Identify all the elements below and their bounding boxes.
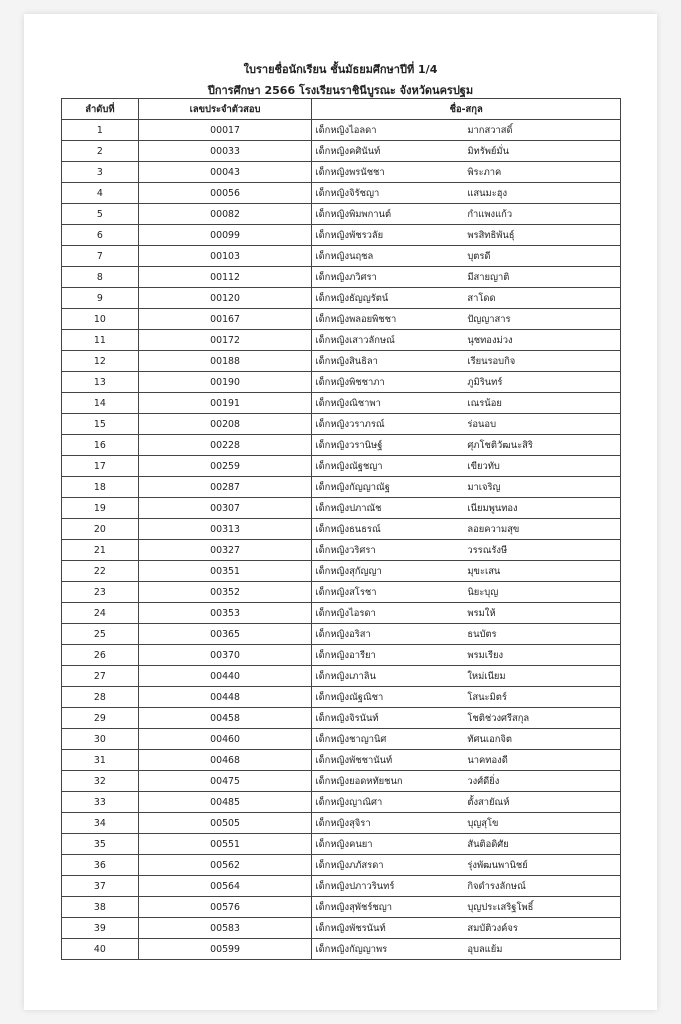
last-name: มาเจริญ: [467, 481, 501, 493]
first-name: เด็กหญิงภภัสรดา: [315, 859, 384, 871]
row-number: 3: [62, 162, 139, 183]
student-name: [312, 561, 621, 582]
exam-id: 00599: [138, 939, 312, 960]
student-name: [312, 687, 621, 708]
last-name: กำแพงแก้ว: [467, 208, 513, 220]
student-name: [312, 351, 621, 372]
row-number: 24: [62, 603, 139, 624]
last-name: บุญสุโข: [467, 817, 499, 829]
row-number: 13: [62, 372, 139, 393]
table-row: [62, 162, 621, 183]
student-name: [312, 246, 621, 267]
student-name: [312, 876, 621, 897]
last-name: บุญประเสริฐโพธิ์: [467, 901, 534, 913]
table-row: [62, 540, 621, 561]
table-row: [62, 309, 621, 330]
row-number: 21: [62, 540, 139, 561]
last-name: นาคทองดี: [467, 754, 508, 766]
last-name: เณรน้อย: [467, 397, 502, 409]
exam-id: 00551: [138, 834, 312, 855]
student-name: [312, 435, 621, 456]
row-number: 30: [62, 729, 139, 750]
first-name: เด็กหญิงปภาณัช: [315, 502, 382, 514]
exam-id: 00505: [138, 813, 312, 834]
first-name: เด็กหญิงเภาลิน: [315, 670, 376, 682]
last-name: โชติช่วงศรีสกุล: [467, 712, 530, 724]
last-name: นิยะบุญ: [467, 586, 499, 598]
first-name: เด็กหญิงวริศรา: [315, 544, 376, 556]
exam-id: 00191: [138, 393, 312, 414]
student-name: [312, 309, 621, 330]
header-exam-id: เลขประจำตัวสอบ: [138, 99, 312, 120]
student-name: [312, 477, 621, 498]
exam-id: 00583: [138, 918, 312, 939]
last-name: ศุภโชติวัฒนะสิริ: [467, 439, 533, 451]
row-number: 39: [62, 918, 139, 939]
student-name: [312, 393, 621, 414]
exam-id: 00056: [138, 183, 312, 204]
last-name: แสนมะฮุง: [467, 187, 508, 199]
row-number: 22: [62, 561, 139, 582]
table-row: [62, 666, 621, 687]
table-row: [62, 939, 621, 960]
student-name: [312, 330, 621, 351]
table-row: [62, 288, 621, 309]
exam-id: 00313: [138, 519, 312, 540]
last-name: ภูมิรินทร์: [467, 376, 503, 388]
row-number: 17: [62, 456, 139, 477]
student-name: [312, 519, 621, 540]
first-name: เด็กหญิงสุจิรา: [315, 817, 371, 829]
row-number: 26: [62, 645, 139, 666]
table-row: [62, 771, 621, 792]
table-row: [62, 498, 621, 519]
table-row: [62, 141, 621, 162]
last-name: พิระภาค: [467, 166, 502, 178]
first-name: เด็กหญิงคศินันท์: [315, 145, 381, 157]
row-number: 25: [62, 624, 139, 645]
last-name: สมบัติวงค์จร: [467, 922, 518, 934]
table-row: [62, 687, 621, 708]
student-name: [312, 162, 621, 183]
row-number: 37: [62, 876, 139, 897]
first-name: เด็กหญิงเสาวลักษณ์: [315, 334, 395, 346]
row-number: 36: [62, 855, 139, 876]
first-name: เด็กหญิงวรานิษฐ์: [315, 439, 383, 451]
row-number: 35: [62, 834, 139, 855]
row-number: 31: [62, 750, 139, 771]
exam-id: 00033: [138, 141, 312, 162]
last-name: พรสิทธิพันธุ์: [467, 229, 515, 241]
table-row: [62, 120, 621, 141]
row-number: 27: [62, 666, 139, 687]
student-name: [312, 897, 621, 918]
exam-id: 00353: [138, 603, 312, 624]
table-row: [62, 246, 621, 267]
table-row: [62, 393, 621, 414]
document-page: [24, 14, 657, 1010]
table-row: [62, 792, 621, 813]
first-name: เด็กหญิงกัญญาณัฐ: [315, 481, 390, 493]
table-row: [62, 729, 621, 750]
student-name: [312, 372, 621, 393]
first-name: เด็กหญิงพิมพกานต์: [315, 208, 392, 220]
row-number: 11: [62, 330, 139, 351]
first-name: เด็กหญิงสโรชา: [315, 586, 377, 598]
row-number: 9: [62, 288, 139, 309]
exam-id: 00082: [138, 204, 312, 225]
student-name: [312, 204, 621, 225]
student-name: [312, 498, 621, 519]
first-name: เด็กหญิงสุกัญญา: [315, 565, 382, 577]
table-row: [62, 918, 621, 939]
header-no: ลำดับที่: [62, 99, 139, 120]
first-name: เด็กหญิงไอลดา: [315, 124, 377, 136]
table-row: [62, 183, 621, 204]
row-number: 2: [62, 141, 139, 162]
last-name: พรมให้: [467, 607, 496, 619]
row-number: 18: [62, 477, 139, 498]
exam-id: 00352: [138, 582, 312, 603]
last-name: พรมเรียง: [467, 649, 504, 661]
row-number: 32: [62, 771, 139, 792]
student-name: [312, 750, 621, 771]
first-name: เด็กหญิงธัญญรัตน์: [315, 292, 389, 304]
table-row: [62, 519, 621, 540]
exam-id: 00287: [138, 477, 312, 498]
first-name: เด็กหญิงจิรัชญา: [315, 187, 380, 199]
student-name: [312, 603, 621, 624]
row-number: 20: [62, 519, 139, 540]
exam-id: 00112: [138, 267, 312, 288]
exam-id: 00188: [138, 351, 312, 372]
last-name: วรรณรังษี: [467, 544, 508, 556]
student-name: [312, 414, 621, 435]
first-name: เด็กหญิงภวิศรา: [315, 271, 377, 283]
table-row: [62, 330, 621, 351]
table-row: [62, 834, 621, 855]
header-name: ชื่อ-สกุล: [312, 99, 621, 120]
student-name: [312, 141, 621, 162]
row-number: 16: [62, 435, 139, 456]
student-name: [312, 834, 621, 855]
exam-id: 00099: [138, 225, 312, 246]
first-name: เด็กหญิงวราภรณ์: [315, 418, 385, 430]
last-name: อุบลแย้ม: [467, 943, 503, 955]
exam-id: 00475: [138, 771, 312, 792]
exam-id: 00460: [138, 729, 312, 750]
exam-id: 00351: [138, 561, 312, 582]
exam-id: 00259: [138, 456, 312, 477]
first-name: เด็กหญิงจิรนันท์: [315, 712, 379, 724]
table-row: [62, 645, 621, 666]
table-row: [62, 456, 621, 477]
last-name: นุชทองม่วง: [467, 334, 513, 346]
student-name: [312, 729, 621, 750]
table-row: [62, 750, 621, 771]
exam-id: 00468: [138, 750, 312, 771]
student-name: [312, 624, 621, 645]
student-name: [312, 582, 621, 603]
table-row: [62, 477, 621, 498]
table-row: [62, 561, 621, 582]
row-number: 38: [62, 897, 139, 918]
student-name: [312, 183, 621, 204]
last-name: มิทรัพย์มั่น: [467, 145, 510, 157]
last-name: มุขะเสน: [467, 565, 501, 577]
row-number: 23: [62, 582, 139, 603]
first-name: เด็กหญิงพัชรนันท์: [315, 922, 386, 934]
row-number: 4: [62, 183, 139, 204]
row-number: 6: [62, 225, 139, 246]
exam-id: 00167: [138, 309, 312, 330]
row-number: 12: [62, 351, 139, 372]
exam-id: 00307: [138, 498, 312, 519]
last-name: วงศ์ดียิ่ง: [467, 775, 500, 787]
student-name: [312, 939, 621, 960]
student-name: [312, 792, 621, 813]
student-name: [312, 225, 621, 246]
first-name: เด็กหญิงคนยา: [315, 838, 373, 850]
table-row: [62, 267, 621, 288]
first-name: เด็กหญิงยอดหทัยชนก: [315, 775, 403, 787]
first-name: เด็กหญิงอริสา: [315, 628, 371, 640]
last-name: มีสายญาติ: [467, 271, 510, 283]
row-number: 40: [62, 939, 139, 960]
last-name: สาโดด: [467, 292, 496, 304]
student-name: [312, 666, 621, 687]
first-name: เด็กหญิงสินธิลา: [315, 355, 378, 367]
last-name: กิจดำรงลักษณ์: [467, 880, 526, 892]
last-name: ปัญญาสาร: [467, 313, 511, 325]
row-number: 29: [62, 708, 139, 729]
first-name: เด็กหญิงณัฐณิชา: [315, 691, 384, 703]
last-name: ใหม่เนียม: [467, 670, 506, 682]
row-number: 15: [62, 414, 139, 435]
table-row: [62, 225, 621, 246]
document-subtitle: ปีการศึกษา 2566 โรงเรียนราชินีบูรณะ จังหวัดนครปฐม: [207, 84, 474, 97]
first-name: เด็กหญิงณิชาพา: [315, 397, 381, 409]
table-row: [62, 204, 621, 225]
table-row: [62, 582, 621, 603]
student-name: [312, 855, 621, 876]
student-name: [312, 267, 621, 288]
row-number: 33: [62, 792, 139, 813]
last-name: เนียมพูนทอง: [467, 502, 518, 514]
exam-id: 00576: [138, 897, 312, 918]
table-row: [62, 603, 621, 624]
last-name: ตั้งสายัณห์: [467, 796, 510, 808]
exam-id: 00103: [138, 246, 312, 267]
row-number: 34: [62, 813, 139, 834]
exam-id: 00448: [138, 687, 312, 708]
exam-id: 00327: [138, 540, 312, 561]
first-name: เด็กหญิงญาณิศา: [315, 796, 383, 808]
exam-id: 00485: [138, 792, 312, 813]
exam-id: 00440: [138, 666, 312, 687]
row-number: 8: [62, 267, 139, 288]
first-name: เด็กหญิงนฤชล: [315, 250, 374, 262]
table-row: [62, 624, 621, 645]
exam-id: 00208: [138, 414, 312, 435]
last-name: เขียวทับ: [467, 460, 500, 472]
exam-id: 00458: [138, 708, 312, 729]
last-name: บุตรดี: [467, 250, 491, 262]
student-name: [312, 708, 621, 729]
table-row: [62, 813, 621, 834]
exam-id: 00370: [138, 645, 312, 666]
row-number: 10: [62, 309, 139, 330]
row-number: 19: [62, 498, 139, 519]
exam-id: 00120: [138, 288, 312, 309]
student-name: [312, 771, 621, 792]
student-name: [312, 456, 621, 477]
student-name: [312, 645, 621, 666]
student-name: [312, 918, 621, 939]
first-name: เด็กหญิงพิชชาภา: [315, 376, 385, 388]
table-row: [62, 876, 621, 897]
last-name: โสนะมิตร์: [467, 691, 507, 703]
first-name: เด็กหญิงพัชรวลัย: [315, 229, 384, 241]
student-name: [312, 288, 621, 309]
exam-id: 00190: [138, 372, 312, 393]
table-row: [62, 435, 621, 456]
first-name: เด็กหญิงปภาวรินทร์: [315, 880, 395, 892]
row-number: 1: [62, 120, 139, 141]
first-name: เด็กหญิงชาญานิศ: [315, 733, 387, 745]
first-name: เด็กหญิงณัฐชญา: [315, 460, 383, 472]
first-name: เด็กหญิงพัชชานันท์: [315, 754, 393, 766]
row-number: 28: [62, 687, 139, 708]
table-row: [62, 372, 621, 393]
first-name: เด็กหญิงสุพัชร์ชญา: [315, 901, 392, 913]
table-row: [62, 414, 621, 435]
row-number: 7: [62, 246, 139, 267]
exam-id: 00017: [138, 120, 312, 141]
last-name: เรียนรอบกิจ: [467, 355, 516, 367]
table-row: [62, 855, 621, 876]
row-number: 14: [62, 393, 139, 414]
row-number: 5: [62, 204, 139, 225]
last-name: มากสวาสดิ์: [467, 124, 513, 136]
first-name: เด็กหญิงอารียา: [315, 649, 376, 661]
document-title: ใบรายชื่อนักเรียน ชั้นมัธยมศึกษาปีที่ 1/4: [243, 63, 438, 76]
exam-id: 00564: [138, 876, 312, 897]
exam-id: 00043: [138, 162, 312, 183]
student-table: [61, 98, 621, 960]
first-name: เด็กหญิงไอรดา: [315, 607, 376, 619]
student-name: [312, 120, 621, 141]
table-header-row: [62, 99, 621, 120]
last-name: สันติอดิศัย: [467, 838, 509, 850]
last-name: ธนบัตร: [467, 628, 497, 640]
exam-id: 00172: [138, 330, 312, 351]
first-name: เด็กหญิงพรนัชชา: [315, 166, 385, 178]
last-name: รุ่งพัฒนพานิชย์: [467, 859, 528, 871]
student-name: [312, 540, 621, 561]
student-name: [312, 813, 621, 834]
table-row: [62, 897, 621, 918]
exam-id: 00365: [138, 624, 312, 645]
table-row: [62, 708, 621, 729]
exam-id: 00228: [138, 435, 312, 456]
last-name: ร่อนอบ: [467, 418, 497, 430]
last-name: ลอยความสุข: [467, 523, 520, 535]
first-name: เด็กหญิงธนธรณ์: [315, 523, 381, 535]
exam-id: 00562: [138, 855, 312, 876]
last-name: ทัศนเอกจิต: [467, 733, 512, 745]
table-row: [62, 351, 621, 372]
first-name: เด็กหญิงพลอยพิชชา: [315, 313, 397, 325]
first-name: เด็กหญิงกัญญาพร: [315, 943, 388, 955]
